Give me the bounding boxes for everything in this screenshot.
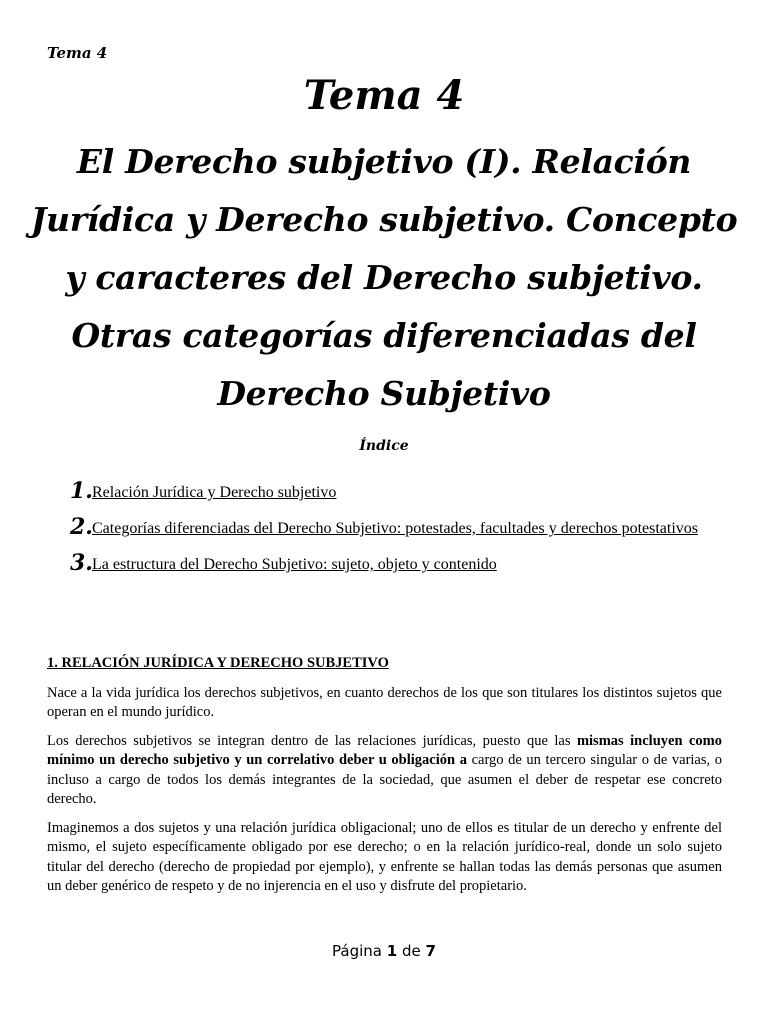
section-content [47, 654, 722, 906]
toc-link-estructura[interactable]: La estructura del Derecho Subjetivo: sujeto, objeto y contenido [92, 556, 497, 573]
page-label: Página [332, 942, 382, 960]
total-pages: 7 [425, 942, 436, 960]
of-label: de [401, 942, 421, 960]
index-label: Índice [359, 438, 409, 454]
paragraph-2-text-c: cargo de un tercero singular o de varias, o incluso a cargo de todos los demás integrantes de la sociedad, que asumen el deber de respetar ese concreto derecho. [47, 752, 723, 807]
page-number: 1 [386, 942, 398, 960]
section-heading: 1. RELACIÓN JURÍDICA Y DERECHO SUBJETIVO [47, 655, 389, 671]
paragraph-2-text-a: Los derechos subjetivos se integran dentro de las relaciones jurídicas, puesto que las [47, 732, 577, 749]
toc-link-categorias[interactable]: Categorías diferenciadas del Derecho Subjetivo: potestades, facultades y derechos potestativos [92, 520, 699, 537]
toc-link-relacion-juridica[interactable]: Relación Jurídica y Derecho subjetivo [92, 484, 337, 501]
paragraph-2-bold: mismas incluyen como mínimo un derecho subjetivo y un correlativo deber u obligación a [47, 732, 722, 768]
toc-item-number: 3. [70, 550, 93, 576]
document-subtitle: El Derecho subjetivo (I). Relación Jurídica y Derecho subjetivo. Concepto y caracteres del Derecho subjetivo. Otras categorías diferenciadas del Derecho Subjetivo [30, 142, 738, 413]
toc-item [70, 478, 722, 504]
paragraph-2 [47, 732, 722, 810]
toc-item-number: 1. [70, 478, 93, 504]
toc-item [70, 514, 722, 540]
page-footer [0, 942, 768, 960]
table-of-contents [70, 478, 722, 586]
toc-item-number: 2. [70, 514, 93, 540]
page-title: Tema 4 [303, 72, 465, 119]
paragraph-3: Imaginemos a dos sujetos y una relación jurídica obligacional; uno de ellos es titular de un derecho y enfrente del mismo, el sujeto específicamente obligado por ese derecho; o en la relación jurídico-real, donde un solo sujeto titular del derecho (derecho de propiedad por ejemplo), y enfrente se hallan todas las demás personas que asumen un deber genérico de respeto y de no injerencia en el uso y disfrute del propietario. [47, 819, 722, 894]
paragraph-1: Nace a la vida jurídica los derechos subjetivos, en cuanto derechos de los que son titulares los distintos sujetos que operan en el mundo jurídico. [47, 684, 722, 720]
toc-item [70, 550, 722, 576]
running-header: Tema 4 [47, 44, 108, 62]
